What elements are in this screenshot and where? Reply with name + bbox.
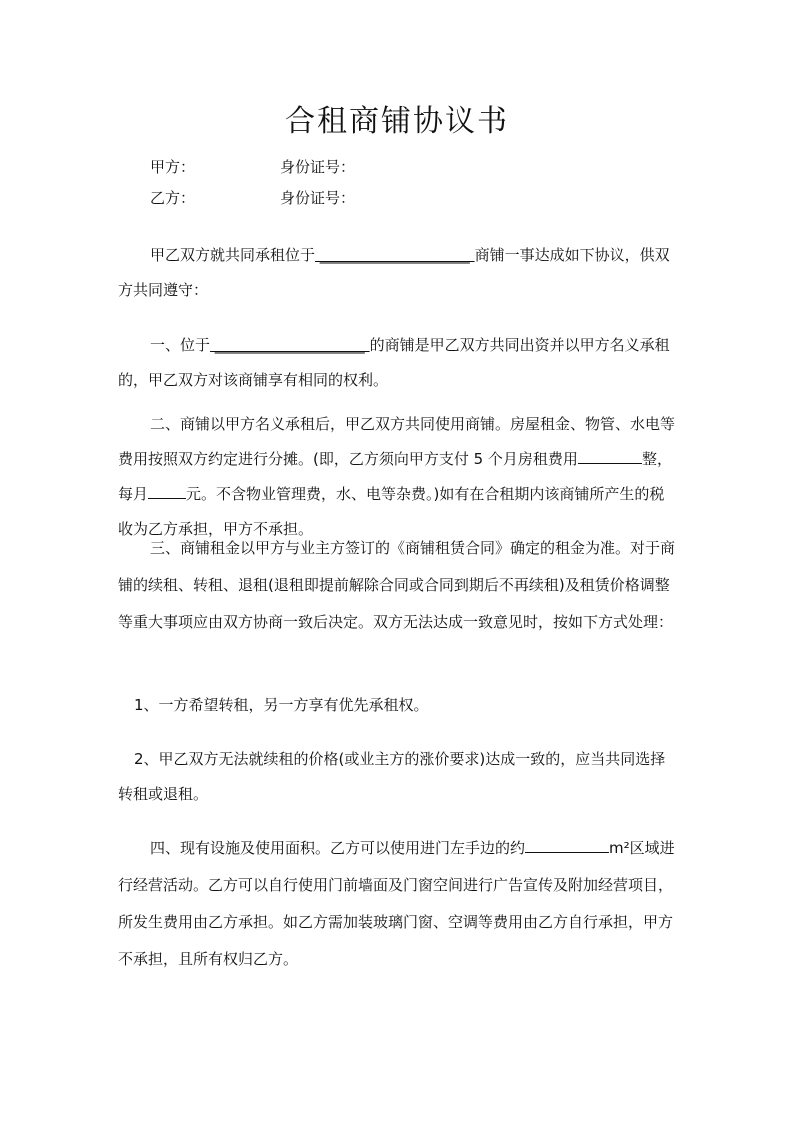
intro-text-before: 甲乙双方就共同承租位于 [150,246,316,264]
clause-1-location-blank: ____________________ [210,336,370,354]
clause-4-unit: m² [609,839,630,857]
party-b-line [150,187,356,209]
sub-item-1 [118,688,678,723]
sub-item-2 [118,742,678,812]
document-title: 合租商铺协议书 [285,104,509,139]
clause-3 [118,530,678,641]
clause-2-total-blank [578,449,642,464]
clause-2-part3: 元。不含物业管理费，水、电等杂费。)如有在合租期内该商铺所产生的税收为乙方承担，甲方不承担。 [118,485,665,538]
sub-item-1-text: 1、一方希望转租，另一方享有优先承租权。 [134,696,429,714]
clause-3-text: 三、商铺租金以甲方与业主方签订的《商铺租赁合同》确定的租金为准。对于商铺的续租、转租、退租(退租即提前解除合同或合同到期后不再续租)及租赁价格调整等重大事项应由双方协商一致后决定。双方无法达成一致意见时，按如下方式处理： [118,539,676,631]
intro-paragraph [118,238,678,308]
clause-2-part2: 整，每月 [118,450,672,503]
clause-2-part1: 二、商铺以甲方名义承租后，甲乙双方共同使用商铺。房屋租金、物管、水电等费用按照双方约定进行分摊。(即，乙方须向甲方支付 5 个月房租费用 [118,415,676,468]
party-b-label: 乙方： [150,189,196,207]
clause-2-monthly-blank [148,484,186,499]
intro-location-blank: ____________________ [315,246,475,264]
party-b-id-label: 身份证号： [280,189,356,207]
party-a-line [150,156,356,178]
clause-1 [118,328,678,398]
clause-4 [118,830,678,978]
clause-1-after: 的商铺是甲乙双方共同出资并以甲方名义承租的，甲乙双方对该商铺享有相同的权利。 [118,336,670,389]
clause-4-after: 区域进行经营活动。乙方可以自行使用门前墙面及门窗空间进行广告宣传及附加经营项目，所发生费用由乙方承担。如乙方需加装玻璃门窗、空调等费用由乙方自行承担，甲方不承担，且所有权归乙方。 [118,839,675,968]
intro-text-after: 商铺一事达成如下协议，供双方共同遵守： [118,246,670,299]
clause-1-before: 一、位于 [150,336,211,354]
party-a-label: 甲方： [150,158,196,176]
party-a-id-label: 身份证号： [280,158,356,176]
clause-2 [118,407,678,547]
clause-4-before: 四、现有设施及使用面积。乙方可以使用进门左手边的约 [150,839,526,857]
clause-4-area-blank [525,838,609,853]
sub-item-2-text: 2、甲乙双方无法就续租的价格(或业主方的涨价要求)达成一致的，应当共同选择转租或退租。 [118,750,666,803]
